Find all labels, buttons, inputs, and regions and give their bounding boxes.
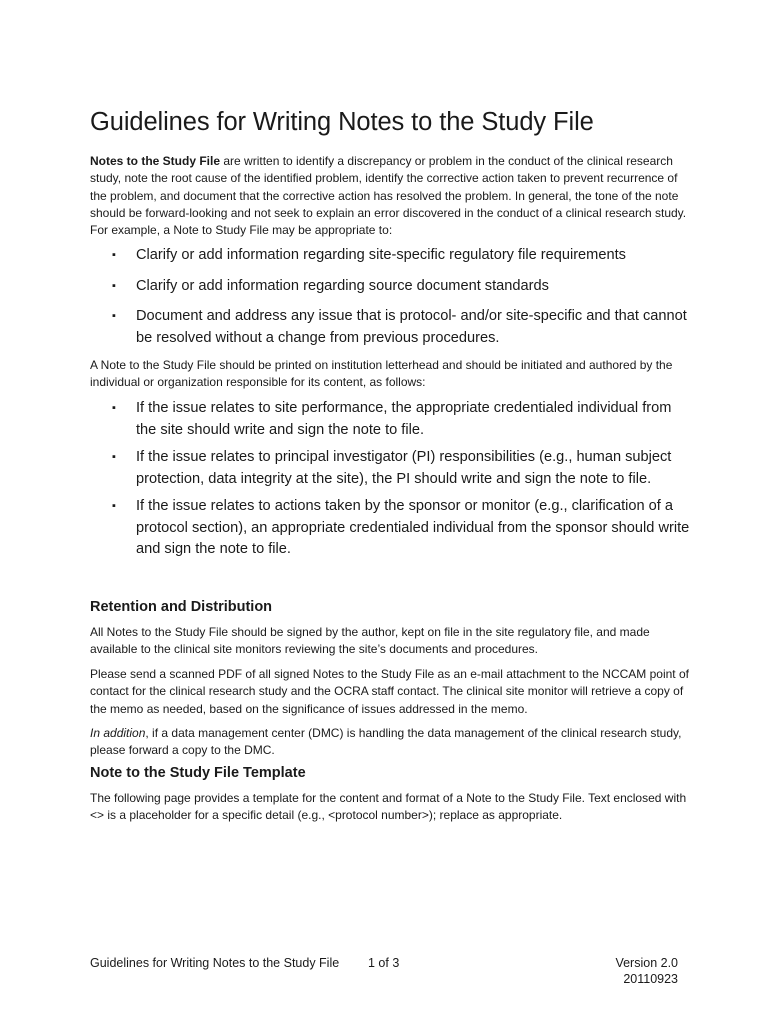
authoring-paragraph: A Note to the Study File should be printed on institution letterhead and should be initiated and authored by the individual or organization responsible for its content, as follows: — [90, 358, 673, 390]
bullet-icon: ▪ — [112, 279, 116, 292]
list-item — [90, 245, 690, 267]
bullet-icon: ▪ — [112, 451, 116, 463]
list-item-text: Clarify or add information regarding site-specific regulatory file requirements — [136, 247, 626, 263]
list-item — [90, 306, 690, 349]
bullet-list-authoring — [90, 398, 690, 561]
footer-page-number: 1 of 3 — [368, 956, 400, 970]
list-item — [90, 447, 690, 490]
intro-paragraph — [90, 153, 690, 239]
bullet-icon: ▪ — [112, 310, 116, 322]
page-title: Guidelines for Writing Notes to the Study File — [90, 108, 594, 136]
bullet-icon: ▪ — [112, 249, 116, 261]
footer-date: 20110923 — [623, 972, 678, 986]
list-item — [90, 276, 690, 298]
retention-italic-lead: In addition — [90, 726, 146, 740]
list-item — [90, 496, 690, 561]
list-item-text: If the issue relates to site performance, the appropriate credentialed individual from the site should write and sign the note to file. — [136, 400, 672, 438]
retention-paragraph-1: All Notes to the Study File should be signed by the author, kept on file in the site regulatory file, and made available to the clinical site monitors reviewing the site’s documents and procedures. — [90, 625, 650, 657]
section-heading-retention: Retention and Distribution — [90, 599, 273, 615]
bullet-list-appropriate-uses — [90, 245, 690, 349]
intro-text: are written to identify a discrepancy or problem in the conduct of the clinical research study, note the root cause of the identified problem, identify the corrective action taken to prevent recurrence of the problem, and document that the corrective action has resolved the problem. In general, the tone of the note should be forward-looking and not seek to explain an error discovered in the conduct of a clinical research study. For example, a Note to Study File may be appropriate to: — [90, 154, 687, 238]
retention-paragraph-3 — [90, 725, 690, 760]
list-item-text: Clarify or add information regarding source document standards — [136, 277, 549, 294]
retention-paragraph-2: Please send a scanned PDF of all signed Notes to the Study File as an e-mail attachment to the NCCAM point of contact for the clinical research study and the OCRA staff contact. The clinical site monitor will retrieve a copy of the memo as needed, based on the significance of issues addressed in the memo. — [90, 667, 689, 716]
footer-version-block — [615, 955, 678, 987]
bullet-icon: ▪ — [112, 402, 116, 414]
footer-version: Version 2.0 — [615, 956, 678, 970]
footer-doc-title: Guidelines for Writing Notes to the Study File — [90, 956, 340, 970]
bullet-icon: ▪ — [112, 500, 116, 512]
list-item-text: If the issue relates to actions taken by the sponsor or monitor (e.g., clarification of a protocol section), an appropriate credentialed individual from the sponsor should write and sign the note to file. — [136, 498, 690, 557]
list-item-text: Document and address any issue that is protocol- and/or site-specific and that cannot be resolved without a change from previous procedures. — [136, 308, 687, 346]
list-item — [90, 398, 690, 441]
template-paragraph: The following page provides a template for the content and format of a Note to the Study File. Text enclosed with <> is a placeholder for a specific detail (e.g., <protocol number>); replace as appropriate. — [90, 791, 687, 823]
intro-bold-lead: Notes to the Study File — [90, 154, 221, 168]
section-heading-template: Note to the Study File Template — [90, 765, 306, 781]
list-item-text: If the issue relates to principal investigator (PI) responsibilities (e.g., human subject protection, data integrity at the site), the PI should write and sign the note to file. — [136, 449, 672, 487]
retention-paragraph-3-text: , if a data management center (DMC) is handling the data management of the clinical research study, please forward a copy to the DMC. — [90, 726, 682, 758]
